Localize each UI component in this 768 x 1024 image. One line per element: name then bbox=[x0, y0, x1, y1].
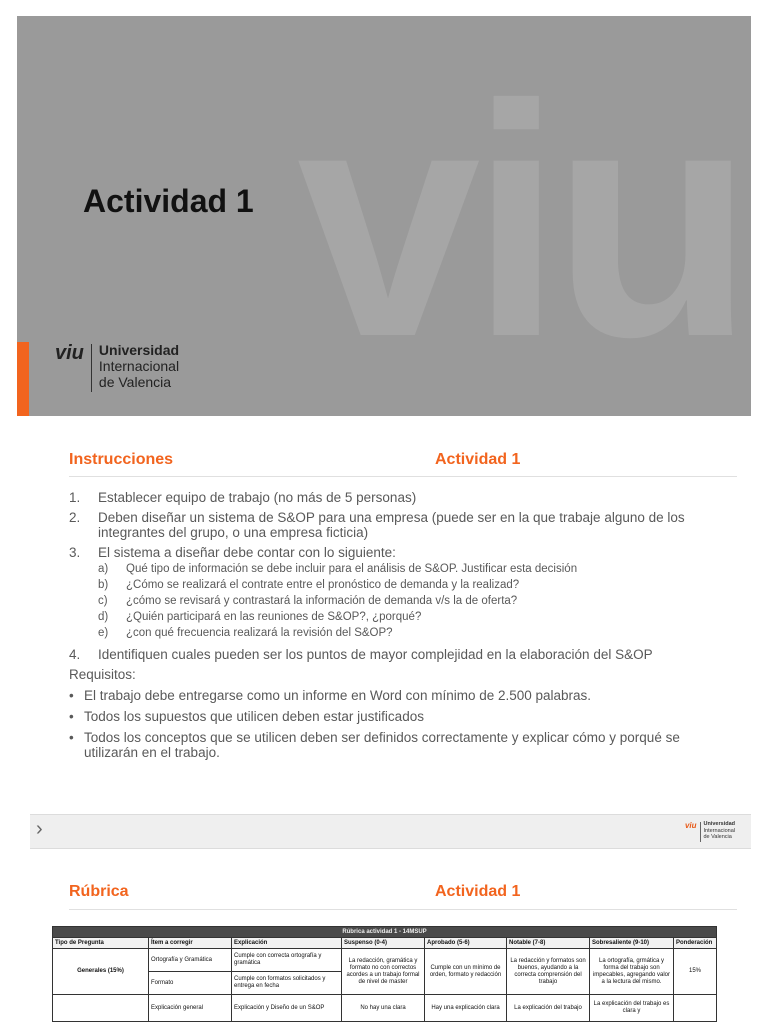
chevron-right-icon[interactable]: › bbox=[36, 818, 43, 840]
logo-line-2: Internacional bbox=[703, 827, 735, 834]
numbered-item: 3. El sistema a diseñar debe contar con lo siguiente: bbox=[69, 545, 396, 560]
requisitos-label: Requisitos: bbox=[69, 667, 136, 682]
table-cell: Cumple con formatos solicitados y entrega en fecha bbox=[232, 972, 342, 995]
table-cell: Cumple con correcta ortografía y gramática bbox=[232, 949, 342, 972]
sub-item: b) ¿Cómo se realizará el contrate entre el pronóstico de demanda y la realizad? bbox=[98, 579, 520, 591]
table-header-row bbox=[53, 938, 717, 949]
sub-item: c) ¿cómo se revisará y contrastará la información de demanda v/s la de oferta? bbox=[98, 595, 518, 607]
numbered-item: 4. Identifiquen cuales pueden ser los puntos de mayor complejidad en la elaboración del S&OP bbox=[69, 647, 653, 662]
table-cell: Hay una explicación clara bbox=[425, 995, 507, 1022]
bullet-dot: • bbox=[69, 709, 74, 724]
table-caption-row bbox=[53, 927, 717, 938]
table-cell: No hay una clara bbox=[342, 995, 425, 1022]
column-header: Notable (7-8) bbox=[507, 938, 590, 949]
table-cell: Formato bbox=[149, 972, 232, 995]
bullet-dot: • bbox=[69, 730, 74, 745]
column-header: Ítem a corregir bbox=[149, 938, 232, 949]
sub-item: e) ¿con qué frecuencia realizará la revisión del S&OP? bbox=[98, 627, 393, 639]
logo-line-3: de Valencia bbox=[703, 834, 732, 840]
instructions-slide bbox=[17, 433, 751, 853]
table-cell bbox=[674, 995, 717, 1022]
logo-line-3: de Valencia bbox=[98, 374, 172, 390]
table-cell: La redacción y formatos son buenos, ayudando a la correcta comprensión del trabajo bbox=[507, 949, 590, 995]
title-slide bbox=[17, 16, 751, 416]
logo-line-1: Universidad bbox=[98, 342, 180, 358]
table-cell: La redacción, gramática y formato no con correctos acordes a un trabajo formal de nivel de master bbox=[342, 949, 425, 995]
bullet-dot: • bbox=[69, 688, 74, 703]
column-header: Suspenso (0-4) bbox=[342, 938, 425, 949]
footer-logo bbox=[685, 821, 735, 842]
viu-logo-mark: viu bbox=[684, 821, 697, 830]
table-row bbox=[53, 949, 717, 972]
bullet-item: • Todos los supuestos que utilicen deben estar justificados bbox=[69, 709, 424, 724]
column-header: Aprobado (5-6) bbox=[425, 938, 507, 949]
column-header: Tipo de Pregunta bbox=[53, 938, 149, 949]
table-caption: Rúbrica actividad 1 - 14MSUP bbox=[53, 927, 717, 938]
logo-line-2: Internacional bbox=[98, 358, 180, 374]
rubric-heading: Rúbrica bbox=[69, 883, 129, 900]
watermark-logo: viu bbox=[297, 36, 744, 405]
numbered-item: 2. Deben diseñar un sistema de S&OP para una empresa (puede ser en la que trabaje alguno de los integrantes del grupo, o una empresa ficticia) bbox=[69, 510, 685, 540]
viu-logo-mark: viu bbox=[55, 342, 84, 364]
sub-item: a) Qué tipo de información se debe incluir para el análisis de S&OP. Justificar esta decisión bbox=[98, 563, 578, 575]
instructions-content bbox=[69, 485, 737, 760]
table-cell: La ortografía, grmática y forma del trabajo son impecables, agregando valor a la lectura del mismo. bbox=[590, 949, 674, 995]
table-cell: Explicación y Diseño de un S&OP bbox=[232, 995, 342, 1022]
orange-accent-bar bbox=[17, 342, 29, 416]
activity-heading: Actividad 1 bbox=[435, 451, 521, 468]
column-header: Ponderación bbox=[674, 938, 717, 949]
bullet-item: • El trabajo debe entregarse como un informe en Word con mínimo de 2.500 palabras. bbox=[69, 688, 592, 703]
sub-item: d) ¿Quién participará en las reuniones de S&OP?, ¿porqué? bbox=[98, 611, 422, 623]
heading-divider bbox=[69, 909, 737, 910]
activity-heading: Actividad 1 bbox=[435, 883, 521, 900]
table-cell: La explicación del trabajo es clara y bbox=[590, 995, 674, 1022]
table-cell: 15% bbox=[674, 949, 717, 995]
table-cell: Generales (15%) bbox=[53, 949, 149, 995]
logo-line-1: Universidad bbox=[703, 821, 735, 827]
logo-separator bbox=[91, 344, 92, 392]
table-cell bbox=[53, 995, 149, 1022]
heading-divider bbox=[69, 476, 737, 477]
column-header: Explicación bbox=[232, 938, 342, 949]
bullet-item: • Todos los conceptos que se utilicen deben ser definidos correctamente y explicar cómo y porqué se utilizarán en el trabajo. bbox=[69, 730, 680, 760]
university-logo bbox=[55, 342, 179, 392]
table-cell: La explicación del trabajo bbox=[507, 995, 590, 1022]
numbered-item: 1. Establecer equipo de trabajo (no más de 5 personas) bbox=[69, 490, 417, 505]
logo-separator bbox=[700, 822, 701, 842]
slide-title: Actividad 1 bbox=[83, 183, 254, 219]
table-cell: Cumple con un mínimo de orden, formato y redacción bbox=[425, 949, 507, 995]
table-row bbox=[53, 995, 717, 1022]
instructions-heading: Instrucciones bbox=[69, 451, 174, 468]
slide-nav-bar bbox=[30, 814, 751, 849]
table-cell: Explicación general bbox=[149, 995, 232, 1022]
rubric-table bbox=[52, 926, 717, 1022]
table-cell: Ortografía y Gramática bbox=[149, 949, 232, 972]
column-header: Sobresaliente (9-10) bbox=[590, 938, 674, 949]
